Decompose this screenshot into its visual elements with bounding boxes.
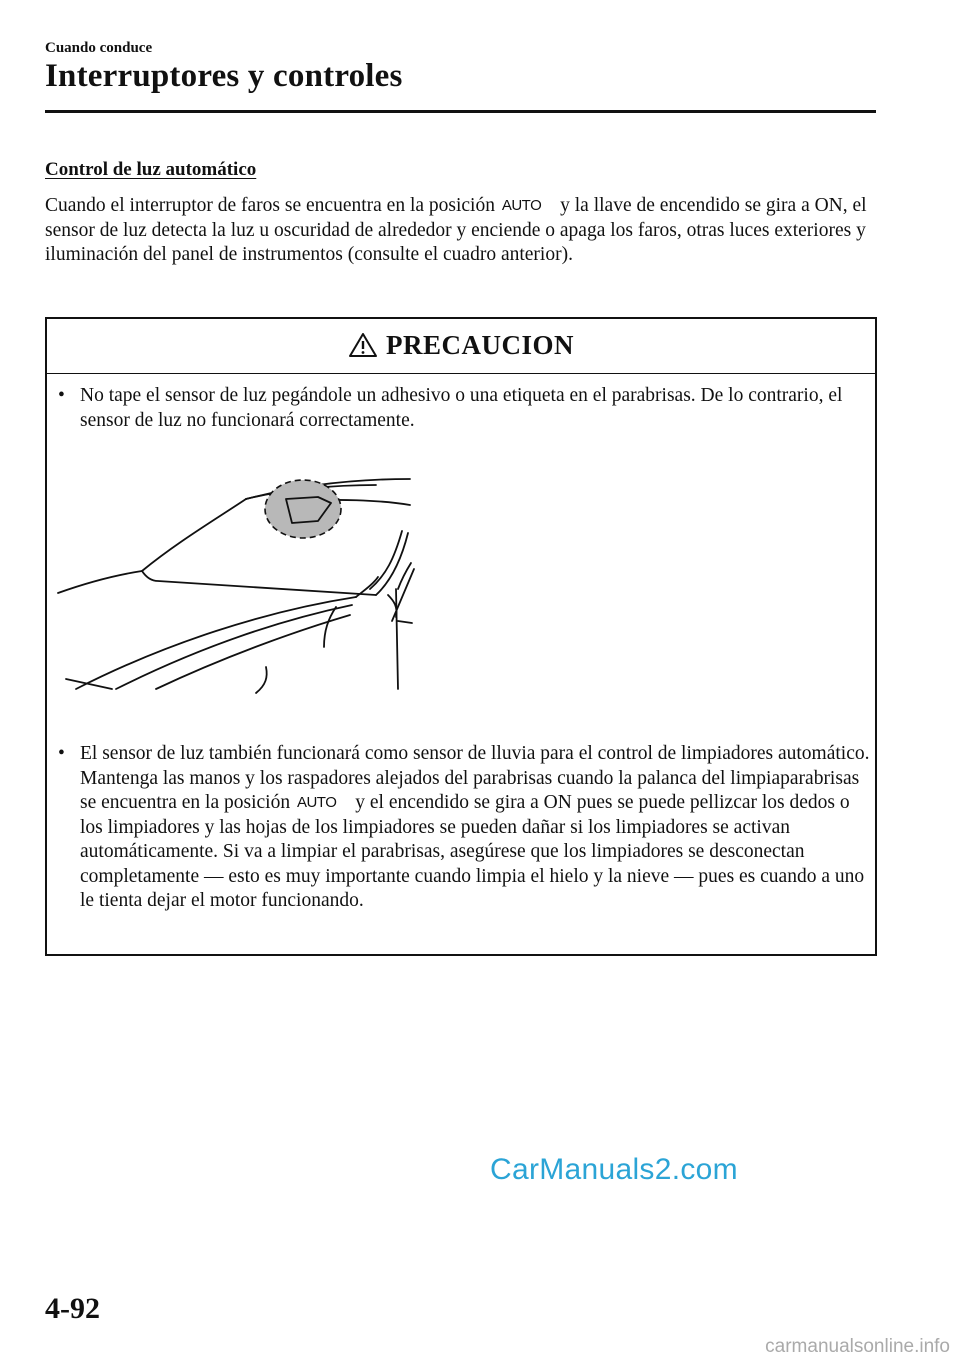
caution-bullet-1-text: No tape el sensor de luz pegándole un adhesivo o una etiqueta en el parabrisas. De lo contrario, el sensor de luz no funcionará correctamente. bbox=[80, 385, 843, 431]
bullet-dot: • bbox=[58, 743, 65, 764]
caution-box bbox=[45, 317, 877, 956]
section-label: Cuando conduce bbox=[45, 40, 153, 56]
windshield-light-sensor-illustration bbox=[56, 471, 466, 711]
caution-bullet-1 bbox=[58, 384, 870, 433]
auto-position-symbol: AUTO bbox=[296, 794, 337, 811]
chapter-title: Interruptores y controles bbox=[45, 58, 403, 94]
intro-paragraph bbox=[45, 194, 880, 268]
site-credit: carmanualsonline.info bbox=[765, 1336, 950, 1357]
intro-text-end: y la llave de encendido se gira a ON, el sensor de luz detecta la luz u oscuridad de alrededor y enciende o apaga los faros, otras luces exteriores y iluminación del panel de instrumentos (consulte el cuadro anterior). bbox=[45, 195, 867, 265]
watermark: CarManuals2.com bbox=[490, 1153, 738, 1186]
section-subheading: Control de luz automático bbox=[45, 159, 257, 180]
warning-triangle-icon bbox=[348, 332, 378, 358]
caution-title: PRECAUCION bbox=[385, 329, 574, 360]
caution-bullet-2-text-start: El sensor de luz también funcionará como sensor de lluvia para el control de limpiadores automático. Mantenga las manos y los raspadores alejados del parabrisas cuando la palanca del limpiaparabrisas se encuentra en la posición bbox=[80, 743, 870, 813]
caution-header bbox=[47, 319, 875, 371]
page-number: 4-92 bbox=[45, 1292, 100, 1325]
intro-text-start: Cuando el interruptor de faros se encuentra en la posición bbox=[45, 195, 495, 216]
bullet-dot: • bbox=[58, 385, 65, 406]
header-divider bbox=[45, 110, 876, 113]
caution-bullet-2-text-end: y el encendido se gira a ON pues se puede pellizcar los dedos o los limpiadores y las hojas de los limpiadores se pueden dañar si los limpiadores se activan automáticamente. Si va a limpiar el parabrisas, asegúrese que los limpiadores se desconectan completamente — esto es muy importante cuando limpia el hielo y la nieve — pues es cuando a uno le tienta dejar el motor funcionando. bbox=[80, 792, 865, 911]
caution-bullet-2 bbox=[58, 742, 870, 914]
caution-divider bbox=[47, 373, 875, 374]
auto-position-symbol: AUTO bbox=[501, 197, 542, 214]
